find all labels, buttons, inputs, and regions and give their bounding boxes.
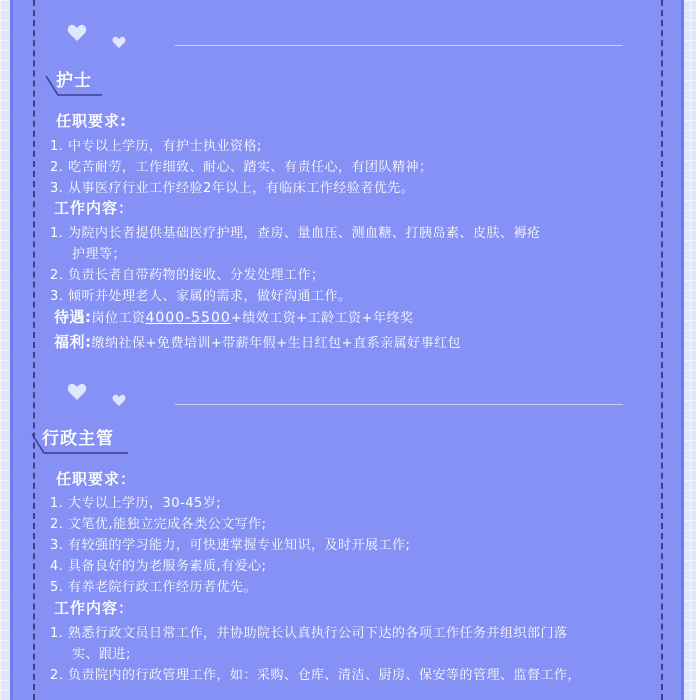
requirement-item: 3. 从事医疗行业工作经验2年以上，有临床工作经验者优先。	[50, 181, 415, 196]
divider-line	[175, 45, 623, 46]
requirement-item: 1. 大专以上学历，30-45岁;	[50, 496, 222, 511]
duty-item: 护理等；	[72, 247, 127, 262]
requirement-item: 1. 中专以上学历，有护士执业资格;	[50, 139, 262, 154]
duty-item: 1. 熟悉行政文员日常工作，并协助院长认真执行公司下达的各项工作任务并组织部门落	[50, 626, 568, 641]
duties-heading: 工作内容：	[54, 199, 135, 217]
heart-icon	[112, 394, 126, 407]
duty-item: 3. 倾听并处理老人、家属的需求，做好沟通工作。	[50, 289, 352, 304]
pay-label: 待遇:	[54, 308, 92, 326]
title-underline	[30, 432, 130, 456]
heart-icon	[67, 383, 87, 401]
benefits-line	[54, 331, 461, 352]
section-title-nurse: 护士	[56, 71, 92, 91]
duty-item: 2. 负责长者自带药物的接收、分发处理工作；	[50, 268, 325, 283]
benefits-text: 缴纳社保+免费培训+带薪年假+生日红包+直系亲属好事红包	[91, 336, 462, 351]
duty-item: 实、跟进;	[72, 647, 131, 662]
requirement-item: 2. 文笔优,能独立完成各类公文写作;	[50, 517, 267, 532]
heart-icon	[67, 24, 87, 42]
pay-range: 4000-5500	[145, 310, 231, 326]
requirements-heading: 任职要求：	[56, 470, 137, 488]
heart-icon	[112, 36, 126, 49]
section-title-admin: 行政主管	[42, 429, 114, 449]
requirement-item: 3. 有较强的学习能力，可快速掌握专业知识，及时开展工作;	[50, 538, 411, 553]
pay-prefix: 岗位工资	[91, 311, 146, 326]
pay-suffix: +绩效工资+工龄工资+年终奖	[230, 311, 414, 326]
requirements-heading: 任职要求:	[56, 112, 127, 130]
duty-item: 1. 为院内长者提供基础医疗护理，查房、量血压、测血糖、打胰岛素、皮肤、褥疮	[50, 226, 541, 241]
benefits-label: 福利:	[54, 333, 92, 351]
divider-line	[175, 404, 623, 405]
duty-item: 2. 负责院内的行政管理工作，如：采购、仓库、清洁、厨房、保安等的管理、监督工作，	[50, 668, 582, 683]
pay-line	[54, 306, 414, 327]
title-underline	[44, 74, 104, 98]
requirement-item: 2. 吃苦耐劳，工作细致、耐心、踏实、有责任心，有团队精神；	[50, 160, 433, 175]
duties-heading: 工作内容：	[54, 599, 135, 617]
requirement-item: 5. 有养老院行政工作经历者优先。	[50, 580, 258, 595]
requirement-item: 4. 具备良好的为老服务素质,有爱心;	[50, 559, 267, 574]
